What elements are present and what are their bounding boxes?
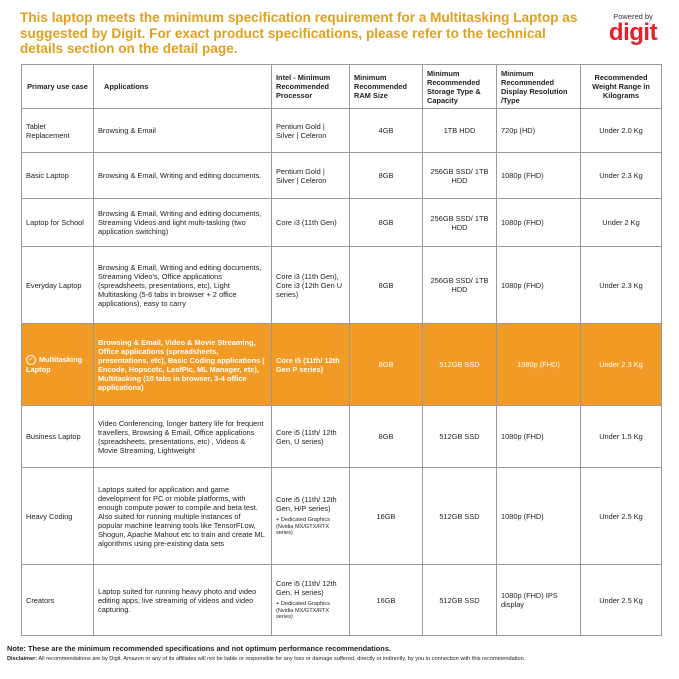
spec-table bbox=[21, 64, 662, 636]
table-row bbox=[22, 109, 662, 153]
use-case-label: Multitasking Laptop bbox=[26, 354, 83, 375]
header-applications: Applications bbox=[94, 65, 272, 109]
applications-cell: Browsing & Email, Writing and editing documents. bbox=[94, 153, 272, 199]
processor-label: Core i5 (11th/ 12th Gen, H/P series) bbox=[276, 495, 337, 514]
weight-cell: Under 2.5 Kg bbox=[581, 468, 662, 565]
processor-cell: Core i5 (11th/ 12th Gen, U series) bbox=[272, 406, 350, 468]
weight-cell: Under 2 Kg bbox=[581, 199, 662, 247]
storage-cell: 1TB HDD bbox=[423, 109, 497, 153]
processor-cell bbox=[272, 468, 350, 565]
storage-cell: 256GB SSD/ 1TB HDD bbox=[423, 247, 497, 324]
ram-cell: 4GB bbox=[350, 109, 423, 153]
display-cell: 1080p (FHD) bbox=[497, 468, 581, 565]
note-text: Note: These are the minimum recommended specifications and not optimum performance recommendations. bbox=[7, 644, 391, 653]
table-row bbox=[22, 565, 662, 636]
applications-cell: Browsing & Email, Writing and editing documents, Streaming Videos and light multi-tasking (two application switching) bbox=[94, 199, 272, 247]
use-case-cell: Basic Laptop bbox=[22, 153, 94, 199]
processor-cell bbox=[272, 565, 350, 636]
ram-cell: 8GB bbox=[350, 153, 423, 199]
use-case-cell: Laptop for School bbox=[22, 199, 94, 247]
applications-cell: Laptop suited for running heavy photo and video editing apps, live streaming of videos and video capturing. bbox=[94, 565, 272, 636]
storage-cell: 512GB SSD bbox=[423, 468, 497, 565]
storage-cell: 256GB SSD/ 1TB HDD bbox=[423, 199, 497, 247]
applications-cell: Browsing & Email, Writing and editing documents, Streaming Video's, Office applications (spreadsheets, presentations, etc), Light Multitasking (5-6 tabs in browser + 2 office applications), easy to carry bbox=[94, 247, 272, 324]
table-header-row bbox=[22, 65, 662, 109]
use-case-cell: Creators bbox=[22, 565, 94, 636]
header-ram: Minimum Recommended RAM Size bbox=[350, 65, 423, 109]
disclaimer-text bbox=[7, 656, 567, 663]
digit-logo: digit bbox=[608, 19, 658, 46]
applications-cell: Video Conferencing, longer battery life for frequent travellers, Browsing & Email, Office applications (spreadsheets, presentations, etc) , Videos & Movie Streaming, Lightweight bbox=[94, 406, 272, 468]
processor-label: Core i5 (11th/ 12th Gen, H series) bbox=[276, 579, 337, 598]
ram-cell: 8GB bbox=[350, 247, 423, 324]
processor-cell: Pentium Gold | Silver | Celeron bbox=[272, 153, 350, 199]
applications-cell: Browsing & Email bbox=[94, 109, 272, 153]
ram-cell: 8GB bbox=[350, 406, 423, 468]
use-case-cell: Business Laptop bbox=[22, 406, 94, 468]
disclaimer-body: All recommendations are by Digit. Amazon or any of its affiliates will not be liable or responsible for any loss or damage suffered, directly or indirectly, by you in connection with this recommendation. bbox=[37, 656, 526, 662]
header-processor: Intel - Minimum Recommended Processor bbox=[272, 65, 350, 109]
use-case-cell: Tablet Replacement bbox=[22, 109, 94, 153]
weight-cell: Under 2.0 Kg bbox=[581, 109, 662, 153]
header-storage: Minimum Recommended Storage Type & Capacity bbox=[423, 65, 497, 109]
table-row-highlighted bbox=[22, 324, 662, 406]
weight-cell: Under 1.5 Kg bbox=[581, 406, 662, 468]
use-case-cell: Everyday Laptop bbox=[22, 247, 94, 324]
ram-cell: 8GB bbox=[350, 324, 423, 406]
processor-cell: Pentium Gold | Silver | Celeron bbox=[272, 109, 350, 153]
powered-by-badge bbox=[600, 12, 666, 45]
storage-cell: 512GB SSD bbox=[423, 565, 497, 636]
display-cell: 1080p (FHD) bbox=[497, 199, 581, 247]
use-case-cell bbox=[22, 324, 94, 406]
storage-cell: 512GB SSD bbox=[423, 324, 497, 406]
weight-cell: Under 2.3 Kg bbox=[581, 247, 662, 324]
graphics-note: + Dedicated Graphics (Nvidia MX/GTX/RTX series) bbox=[276, 517, 330, 537]
header-display: Minimum Recommended Display Resolution /Type bbox=[497, 65, 581, 109]
header-weight: Recommended Weight Range in Kilograms bbox=[581, 65, 662, 109]
check-circle-icon: ✓ bbox=[26, 355, 36, 365]
disclaimer-label: Disclaimer: bbox=[7, 656, 38, 662]
processor-cell: Core i3 (11th Gen), Core i3 (12th Gen U series) bbox=[272, 247, 350, 324]
storage-cell: 256GB SSD/ 1TB HDD bbox=[423, 153, 497, 199]
use-case-cell: Heavy Coding bbox=[22, 468, 94, 565]
display-cell: 720p (HD) bbox=[497, 109, 581, 153]
weight-cell: Under 2.3 Kg bbox=[581, 153, 662, 199]
display-cell: 1080p (FHD) bbox=[497, 324, 581, 406]
display-cell: 1080p (FHD) bbox=[497, 406, 581, 468]
storage-cell: 512GB SSD bbox=[423, 406, 497, 468]
display-cell: 1080p (FHD) bbox=[497, 153, 581, 199]
table-row bbox=[22, 406, 662, 468]
display-cell: 1080p (FHD) IPS display bbox=[497, 565, 581, 636]
processor-cell: Core i5 (11th/ 12th Gen P series) bbox=[272, 324, 350, 406]
display-cell: 1080p (FHD) bbox=[497, 247, 581, 324]
header-use-case: Primary use case bbox=[22, 65, 94, 109]
table-row bbox=[22, 468, 662, 565]
weight-cell: Under 2.5 Kg bbox=[581, 565, 662, 636]
page-title: This laptop meets the minimum specification requirement for a Multitasking Laptop as suggested by Digit. For exact product specifications, please refer to the technical details section on the detail page. bbox=[20, 10, 578, 56]
ram-cell: 16GB bbox=[350, 565, 423, 636]
applications-cell: Laptops suited for application and game development for PC or mobile platforms, with enough compute power to compile and beta test. Also suited for running multiple instances of popular machine learning tools like TensorFLow, Shogun, Apache Mahout etc to train and create ML algorithms using pre-existing data sets bbox=[94, 468, 272, 565]
weight-cell: Under 2.3 Kg bbox=[581, 324, 662, 406]
powered-by-label: Powered by bbox=[613, 12, 653, 21]
ram-cell: 16GB bbox=[350, 468, 423, 565]
table-row bbox=[22, 199, 662, 247]
applications-cell: Browsing & Email, Video & Movie Streaming, Office applications (spreadsheets, presentations, etc), Basic Coding applications ( Encode, Hopscotc, LeafPic, ML Manager, etc), Multitasking (10 tabs in browser, 3-4 office applications) bbox=[94, 324, 272, 406]
graphics-note: + Dedicated Graphics (Nvidia MX/GTX/RTX series) bbox=[276, 601, 330, 621]
table-row bbox=[22, 153, 662, 199]
table-row bbox=[22, 247, 662, 324]
processor-cell: Core i3 (11th Gen) bbox=[272, 199, 350, 247]
ram-cell: 8GB bbox=[350, 199, 423, 247]
